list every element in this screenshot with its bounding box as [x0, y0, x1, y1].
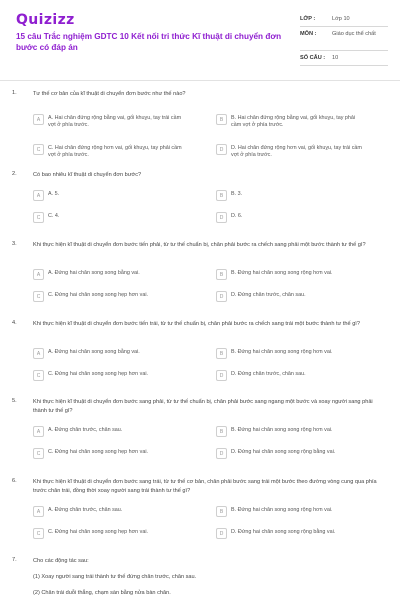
option-letter: A [33, 426, 44, 437]
option-letter: A [33, 114, 44, 125]
option-text: C. Đứng hai chân song song hẹp hơn vai. [48, 292, 149, 298]
option-d[interactable] [216, 212, 366, 223]
option-text: C. 4. [48, 213, 60, 219]
question-number: 1. [12, 90, 17, 96]
option-b[interactable] [216, 114, 366, 129]
option-letter: C [33, 528, 44, 539]
option-b[interactable] [216, 190, 366, 201]
option-a[interactable] [33, 426, 183, 437]
option-letter: A [33, 190, 44, 201]
option-letter: B [216, 348, 227, 359]
question-number: 7. [12, 557, 17, 563]
meta-subject-label: MÔN : [300, 31, 317, 37]
option-letter: A [33, 506, 44, 517]
question-text: Khi thực hiện kĩ thuật di chuyển đơn bước tiến trái, từ tư thế chuẩn bị, chân phải bước ra chếch sang trái một bước thành tư thế gì? [33, 321, 360, 327]
page-header [0, 0, 400, 78]
option-b[interactable] [216, 506, 366, 517]
question-number: 6. [12, 478, 17, 484]
option-letter: D [216, 212, 227, 223]
option-d[interactable] [216, 448, 366, 459]
option-text: A. Đứng chân trước, chân sau. [48, 507, 123, 513]
option-text: B. Đứng hai chân song song rộng hơn vai. [231, 349, 333, 355]
option-a[interactable] [33, 190, 183, 201]
option-text: D. Đứng hai chân song song rộng bằng vai. [231, 529, 336, 535]
option-text: A. Đứng hai chân song song bằng vai. [48, 349, 140, 355]
option-text: C. Đứng hai chân song song hẹp hơn vai. [48, 449, 149, 455]
option-b[interactable] [216, 269, 366, 280]
option-text: B. Đứng hai chân song song rộng hơn vai. [231, 427, 333, 433]
option-text: C. Hai chân đứng rộng hơn vai, gối khuỵu, tay phải cầm vợt ở phía trước. [48, 145, 182, 158]
option-letter: C [33, 144, 44, 155]
meta-class-label: LỚP : [300, 16, 316, 22]
option-d[interactable] [216, 370, 366, 381]
option-c[interactable] [33, 528, 183, 539]
option-a[interactable] [33, 506, 183, 517]
option-letter: B [216, 269, 227, 280]
option-text: C. Đứng hai chân song song hẹp hơn vai. [48, 371, 149, 377]
option-a[interactable] [33, 348, 183, 359]
meta-count-value: 10 [332, 55, 339, 61]
option-a[interactable] [33, 114, 183, 129]
meta-count-row [300, 51, 388, 66]
option-b[interactable] [216, 348, 366, 359]
option-c[interactable] [33, 448, 183, 459]
option-text: B. Đứng hai chân song song rộng hơn vai. [231, 507, 333, 513]
option-d[interactable] [216, 144, 366, 159]
question-number: 4. [12, 320, 17, 326]
meta-class-row [300, 12, 388, 27]
option-letter: C [33, 448, 44, 459]
option-letter: B [216, 506, 227, 517]
option-letter: D [216, 291, 227, 302]
option-text: A. Đứng chân trước, chân sau. [48, 427, 123, 433]
meta-subject-row [300, 27, 388, 51]
quizizz-logo: Quizizz [16, 12, 75, 28]
option-d[interactable] [216, 528, 366, 539]
option-text: B. Đứng hai chân song song rộng hơn vai. [231, 270, 333, 276]
question-text: Khi thực hiện kĩ thuật di chuyển đơn bước tiến phải, từ tư thế chuẩn bị, chân phải bước ra chếch sang phải một bước thành tư thế gì? [33, 242, 366, 248]
meta-subject-value: Giáo dục thể chất [332, 31, 376, 37]
option-c[interactable] [33, 370, 183, 381]
option-letter: C [33, 370, 44, 381]
question-text: Khi thực hiện kĩ thuật di chuyển đơn bước sang trái, từ tư thế cơ bản, chân phải bước sang trái một bước theo đường vòng cung qua phía trước chân trái, đồng thời xoay người sang trái thành tư thế gì? [33, 479, 377, 494]
option-text: A. Đứng hai chân song song bằng vai. [48, 270, 140, 276]
header-divider [0, 80, 400, 81]
question-text: Có bao nhiêu kĩ thuật di chuyển đơn bước? [33, 172, 142, 178]
option-letter: C [33, 291, 44, 302]
option-text: B. 3. [231, 191, 243, 197]
option-text: D. Đứng hai chân song song rộng bằng vai. [231, 449, 336, 455]
option-letter: A [33, 269, 44, 280]
option-letter: B [216, 190, 227, 201]
question-text: Cho các động tác sau: [33, 558, 89, 564]
option-text: A. Hai chân đứng rộng bằng vai, gối khuỵu, tay trái cầm vợt ở phía trước. [48, 115, 182, 128]
option-a[interactable] [33, 269, 183, 280]
document-title: 15 câu Trắc nghiệm GDTC 10 Kết nối tri thức Kĩ thuật di chuyển đơn bước có đáp án [16, 32, 282, 52]
meta-count-label: SỐ CÂU : [300, 55, 326, 61]
question-number: 3. [12, 241, 17, 247]
question-number: 5. [12, 398, 17, 404]
option-d[interactable] [216, 291, 366, 302]
option-letter: D [216, 370, 227, 381]
meta-class-value: Lớp 10 [332, 16, 350, 22]
option-letter: B [216, 426, 227, 437]
option-text: D. Đứng chân trước, chân sau. [231, 371, 306, 377]
option-text: C. Đứng hai chân song song hẹp hơn vai. [48, 529, 149, 535]
option-c[interactable] [33, 144, 183, 159]
option-letter: C [33, 212, 44, 223]
option-letter: D [216, 144, 227, 155]
option-letter: A [33, 348, 44, 359]
meta-panel [300, 12, 388, 66]
option-text: D. Hai chân đứng rộng hơn vai, gối khuỵu, tay trái cầm vợt ở phía trước. [231, 145, 362, 158]
option-letter: D [216, 448, 227, 459]
question-text: Tư thế cơ bản của kĩ thuật di chuyển đơn bước như thế nào? [33, 91, 186, 97]
option-text: D. 6. [231, 213, 243, 219]
statement-2: (2) Chân trái duỗi thẳng, chạm sàn bằng nửa bàn chân. [33, 590, 171, 596]
option-text: B. Hai chân đứng rộng bằng vai, gối khuỵu, tay phải cầm vợt ở phía trước. [231, 115, 356, 128]
question-number: 2. [12, 171, 17, 177]
option-letter: D [216, 528, 227, 539]
option-letter: B [216, 114, 227, 125]
question-text: Khi thực hiện kĩ thuật di chuyển đơn bước sang phải, từ tư thế chuẩn bị, chân phải bước sang ngang một bước và xoay người sang phải thành tư thế gì? [33, 399, 373, 414]
option-text: A. 5. [48, 191, 60, 197]
option-b[interactable] [216, 426, 366, 437]
option-c[interactable] [33, 212, 183, 223]
statement-1: (1) Xoay người sang trái thành tư thế đứng chân trước, chân sau. [33, 574, 197, 580]
option-text: D. Đứng chân trước, chân sau. [231, 292, 306, 298]
option-c[interactable] [33, 291, 183, 302]
